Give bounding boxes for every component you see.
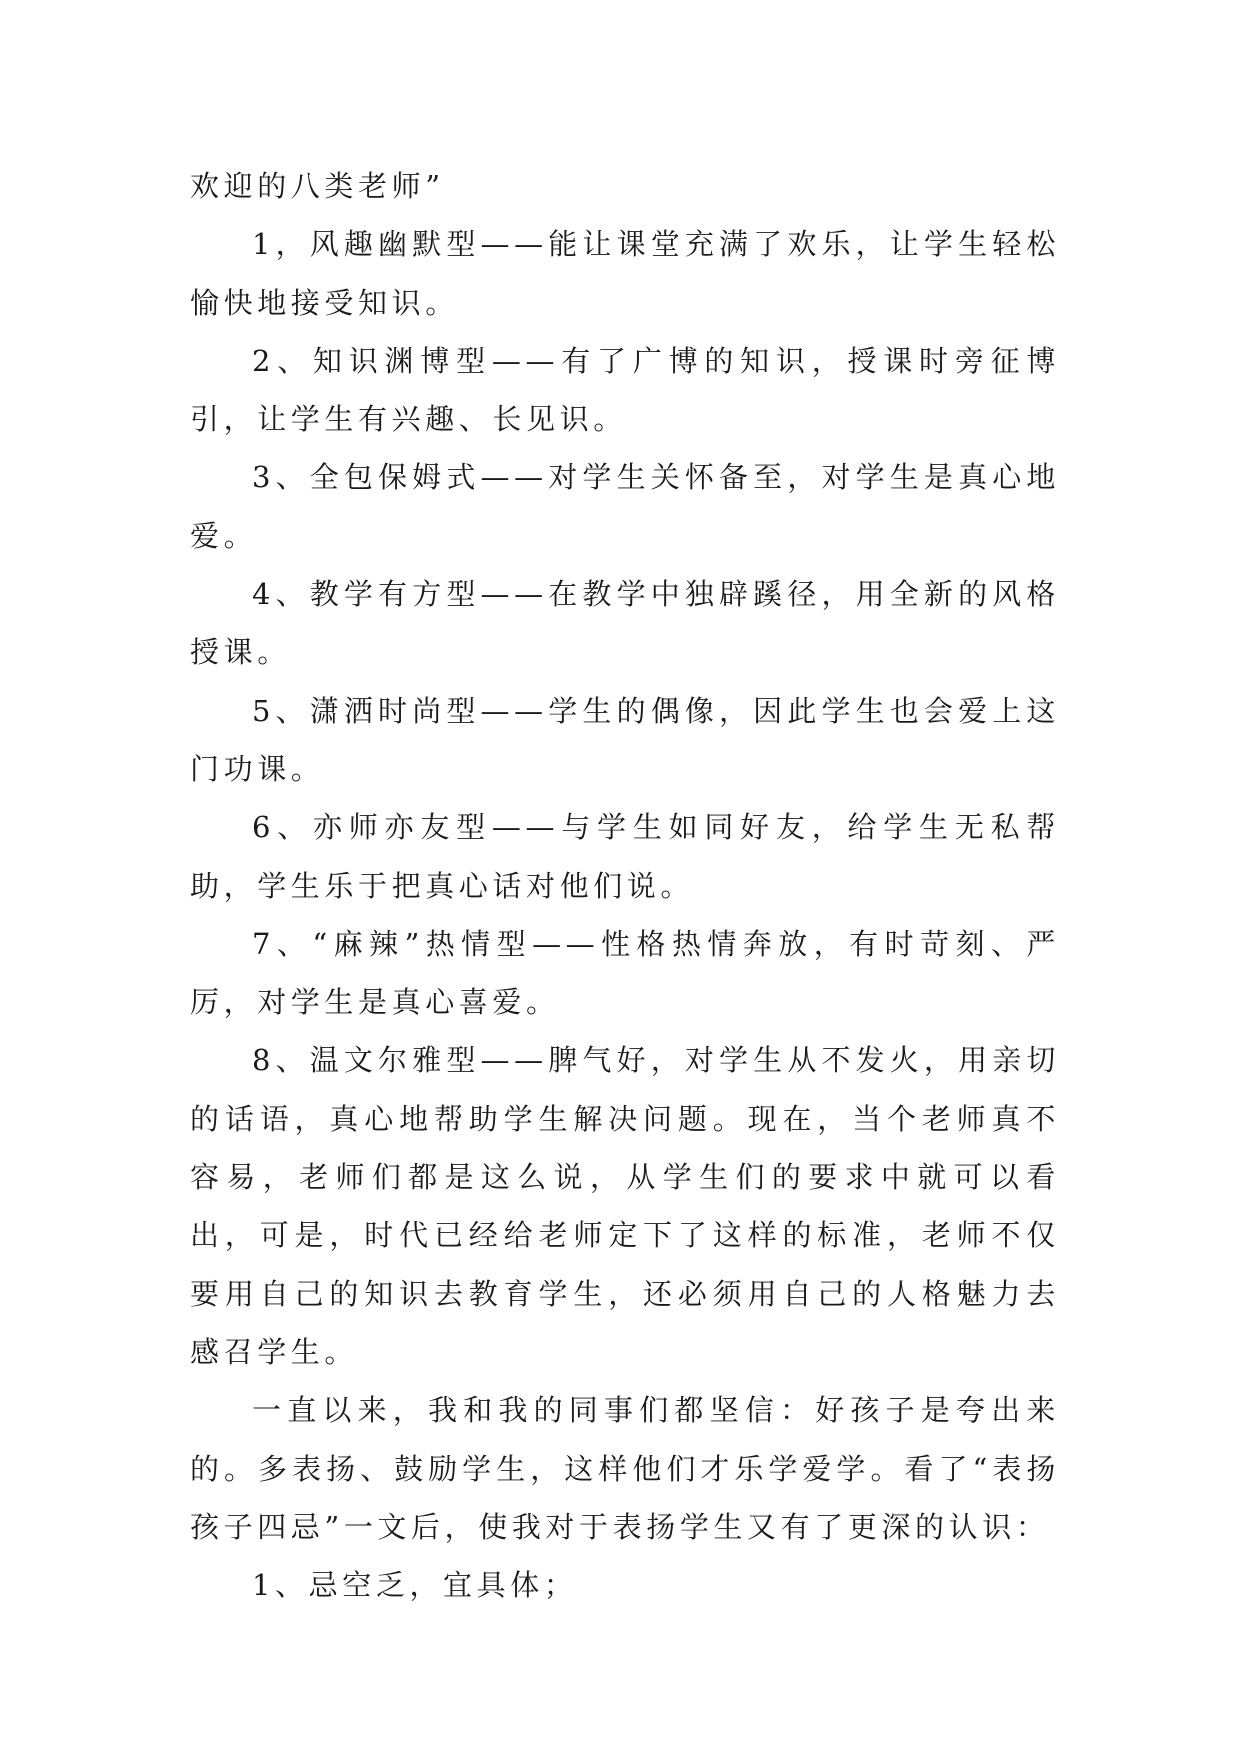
document-body: [190, 157, 1060, 1614]
paragraph-3: 2、知识渊博型——有了广博的知识，授课时旁征博引，让学生有兴趣、长见识。: [190, 343, 1060, 437]
paragraph-10: 一直以来，我和我的同事们都坚信：好孩子是夸出来的。多表扬、鼓励学生，这样他们才乐学爱学。看了“表扬孩子四忌”一文后，使我对于表扬学生又有了更深的认识：: [190, 1393, 1060, 1544]
paragraph-4: 3、全包保姆式——对学生关怀备至，对学生是真心地爱。: [190, 460, 1060, 553]
paragraph-2: 1，风趣幽默型——能让课堂充满了欢乐，让学生轻松愉快地接受知识。: [190, 227, 1060, 320]
paragraph-6: 5、潇洒时尚型——学生的偶像，因此学生也会爱上这门功课。: [190, 693, 1060, 786]
paragraph-9: 8、温文尔雅型——脾气好，对学生从不发火，用亲切的话语，真心地帮助学生解决问题。现在，当个老师真不容易，老师们都是这么说，从学生们的要求中就可以看出，可是，时代已经给老师定下了这样的标准，老师不仅要用自己的知识去教育学生，还必须用自己的人格魅力去感召学生。: [190, 1043, 1060, 1369]
paragraph-7: 6、亦师亦友型——与学生如同好友，给学生无私帮助，学生乐于把真心话对他们说。: [190, 810, 1060, 903]
paragraph-5: 4、教学有方型——在教学中独辟蹊径，用全新的风格授课。: [190, 577, 1060, 670]
paragraph-8: 7、“麻辣”热情型——性格热情奔放，有时苛刻、严厉，对学生是真心喜爱。: [190, 926, 1060, 1020]
paragraph-11: 1、忌空乏，宜具体；: [252, 1568, 578, 1603]
paragraph-1: 欢迎的八类老师”: [190, 169, 445, 203]
